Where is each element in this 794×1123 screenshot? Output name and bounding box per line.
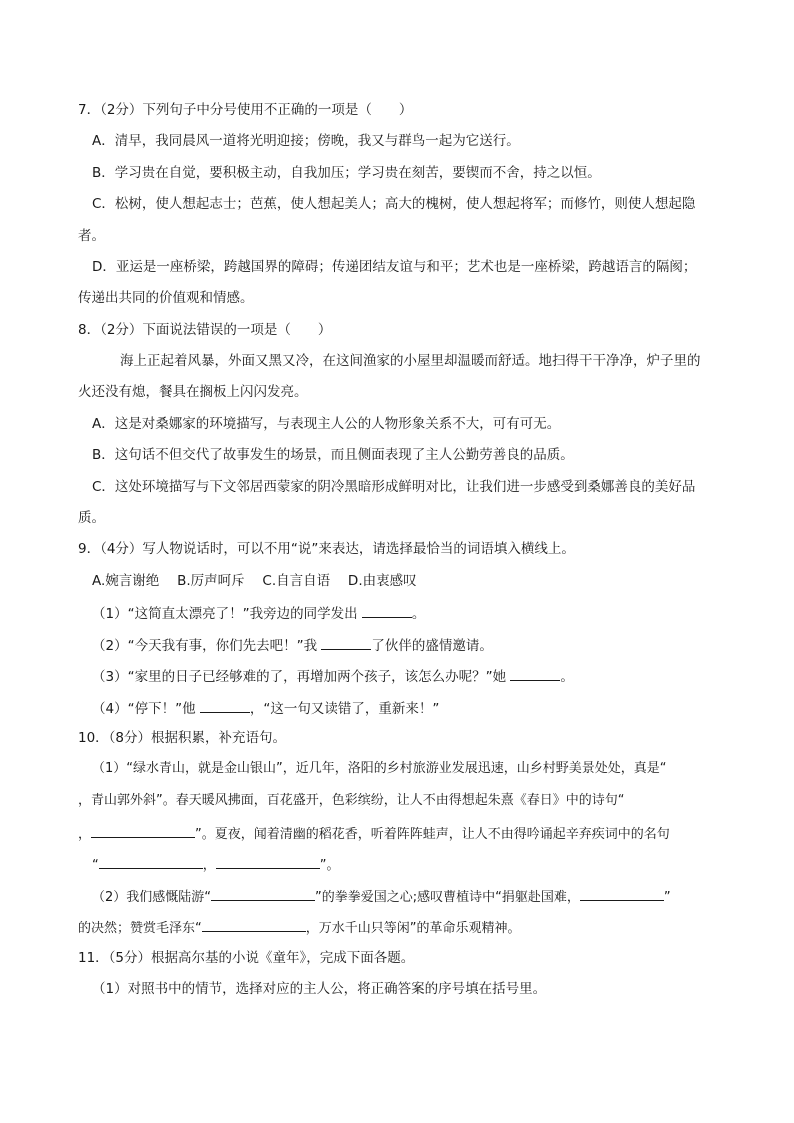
q9-s2-text: （2）“今天我有事，你们先去吧！”我 xyxy=(92,638,318,654)
q9-s1-end: 。 xyxy=(411,606,426,622)
q9-s4-blank[interactable] xyxy=(200,697,250,713)
q10-p1-close-quote: ”。 xyxy=(319,858,340,873)
q9-s4-text: （4）“停下！”他 xyxy=(92,701,196,717)
q10-p1-comma: ， xyxy=(78,827,92,842)
q9-s4-end: ，“这一句又读错了，重新来！” xyxy=(249,701,440,717)
q7-option-a: A．清早，我同晨风一道将光明迎接；傍晚，我又与群鸟一起为它送行。 xyxy=(92,133,520,149)
q9-s3-text: （3）“家里的日子已经够难的了，再增加两个孩子，该怎么办呢？”她 xyxy=(92,669,507,685)
q9-s2-end: 了伙伴的盛情邀请。 xyxy=(371,638,493,654)
q7-option-b: B．学习贵在自觉，要积极主动，自我加压；学习贵在刻苦，要锲而不舍，持之以恒。 xyxy=(92,165,601,181)
q10-stem: 10．（8分）根据积累，补充语句。 xyxy=(78,730,287,746)
q7-stem: 7．（2分）下列句子中分号使用不正确的一项是（ ） xyxy=(78,102,413,118)
q10-p2-text-a: （2）我们感慨陆游“ xyxy=(92,890,212,905)
q10-blank-5[interactable] xyxy=(580,885,664,901)
q10-blank-4[interactable] xyxy=(211,885,315,901)
q10-p1-open-quote: “ xyxy=(92,858,99,873)
q9-sentence-2 xyxy=(92,634,493,656)
q9-stem: 9．（4分）写人物说话时，可以不用“说”来表达，请选择最恰当的词语填入横线上。 xyxy=(78,541,575,557)
q10-blank-3[interactable] xyxy=(216,853,320,869)
q10-p2-line1 xyxy=(92,885,671,908)
q9-s3-blank[interactable] xyxy=(510,665,560,681)
q8-stem: 8．（2分）下面说法错误的一项是（ ） xyxy=(78,322,332,338)
q9-s3-end: 。 xyxy=(560,669,574,685)
q10-p2-text-d: 的决然；赞赏毛泽东“ xyxy=(78,921,202,936)
q9-s2-blank[interactable] xyxy=(321,634,371,650)
q9-s1-text: （1）“这简直太漂亮了！”我旁边的同学发出 xyxy=(92,606,358,622)
q8-option-c-line1: C．这处环境描写与下文邻居西蒙家的阴冷黑暗形成鲜明对比，让我们进一步感受到桑娜善良的美好品 xyxy=(92,479,696,495)
q7-option-c-line1: C．松树，使人想起志士；芭蕉，使人想起美人；高大的槐树，使人想起将军；而修竹，则使人想起隐 xyxy=(92,196,696,212)
q8-option-a: A．这是对桑娜家的环境描写，与表现主人公的人物形象关系不大，可有可无。 xyxy=(92,416,561,432)
q10-p2-text-c: ” xyxy=(663,890,671,905)
q8-passage-line1: 海上正起着风暴，外面又黑又冷，在这间渔家的小屋里却温暖而舒适。地扫得干干净净，炉子里的 xyxy=(120,353,701,369)
q8-option-b: B．这句话不但交代了故事发生的场景，而且侧面表现了主人公勤劳善良的品质。 xyxy=(92,447,574,463)
q11-stem: 11．（5分）根据高尔基的小说《童年》，完成下面各题。 xyxy=(78,950,415,966)
q10-p1-line1: （1）“绿水青山，就是金山银山”，近几年，洛阳的乡村旅游业发展迅速，山乡村野美景处处，真是“ xyxy=(92,761,667,776)
q8-passage-line2: 火还没有熄，餐具在搁板上闪闪发亮。 xyxy=(78,384,308,400)
q10-p2-text-b: ”的拳拳爱国之心;感叹曹植诗中“捐躯赴国难， xyxy=(315,890,580,905)
q10-blank-6[interactable] xyxy=(202,916,306,932)
q8-option-c-line2: 质。 xyxy=(78,510,105,526)
q10-p1-line3-text: ”。夏夜，闻着清幽的稻花香，听着阵阵蛙声，让人不由得吟诵起辛弃疾词中的名句 xyxy=(195,827,670,842)
q10-blank-2[interactable] xyxy=(99,853,203,869)
q9-sentence-4 xyxy=(92,697,439,719)
q10-p2-line2 xyxy=(78,916,521,939)
q9-s1-blank[interactable] xyxy=(362,602,412,618)
q10-p1-line2: ，青山郭外斜”。春天暖风拂面，百花盛开，色彩缤纷，让人不由得想起朱熹《春日》中的诗句“ xyxy=(78,793,625,808)
q7-option-c-line2: 者。 xyxy=(78,228,105,244)
q10-blank-1[interactable] xyxy=(91,822,195,838)
q10-p2-text-e: ，万水千山只等闲”的革命乐观精神。 xyxy=(305,921,521,936)
q9-sentence-1 xyxy=(92,602,425,624)
q7-option-d-line2: 传递出共同的价值观和情感。 xyxy=(78,290,254,306)
q10-p1-mid-comma: ， xyxy=(202,858,216,873)
q10-p1-line4 xyxy=(92,853,340,876)
q10-p1-line3 xyxy=(78,822,670,845)
q9-options: A.婉言谢绝 B.厉声呵斥 C.自言自语 D.由衷感叹 xyxy=(92,573,417,589)
q11-sub1: （1）对照书中的情节，选择对应的主人公，将正确答案的序号填在括号里。 xyxy=(92,981,547,997)
q7-option-d-line1: D．亚运是一座桥梁，跨越国界的障碍；传递团结友谊与和平；艺术也是一座桥梁，跨越语言的隔阂； xyxy=(92,259,697,275)
q9-sentence-3 xyxy=(92,665,574,687)
